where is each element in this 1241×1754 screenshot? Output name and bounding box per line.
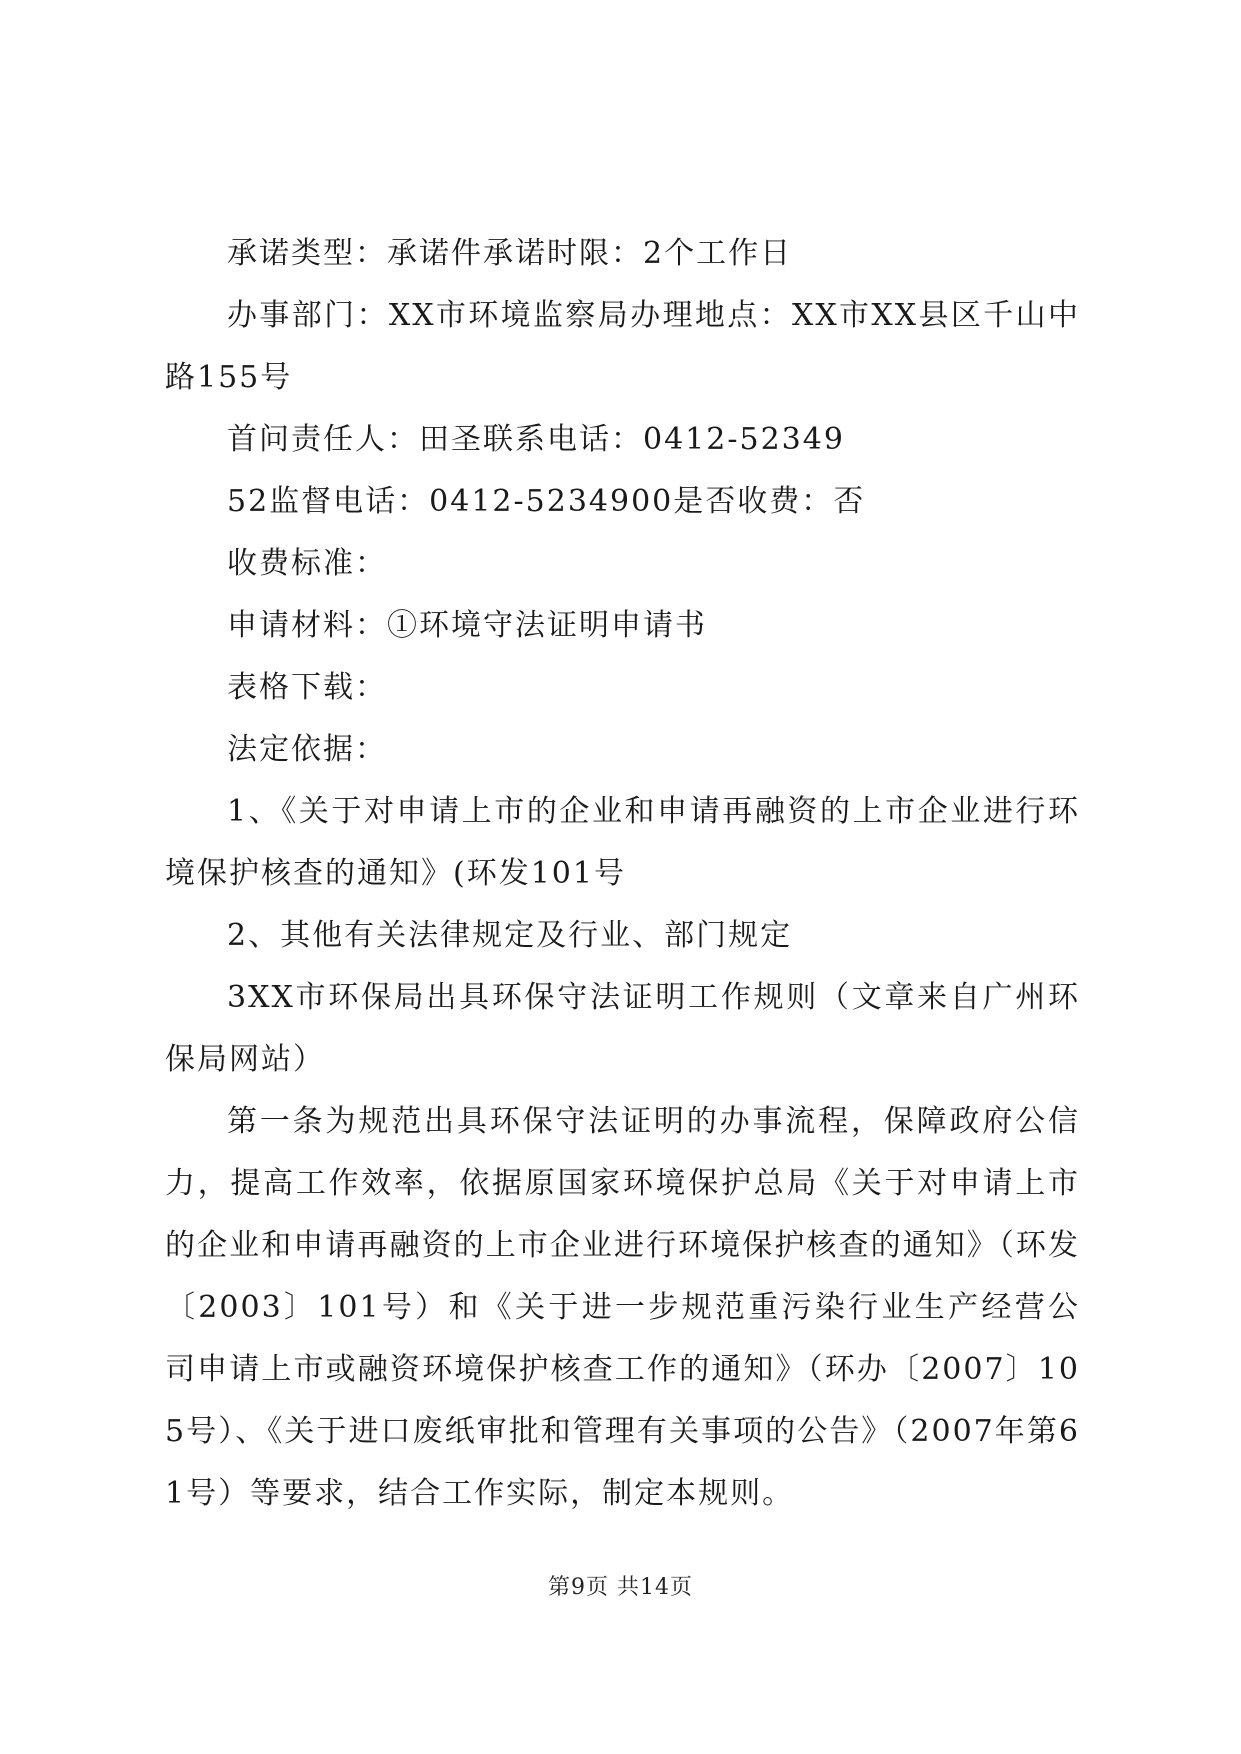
paragraph-form-download: 表格下载： (227, 670, 387, 705)
paragraph-legal-basis: 法定依据： (227, 732, 387, 767)
paragraph-responsible-contact: 首问责任人：田圣联系电话：0412-52349 (227, 422, 845, 457)
paragraph-commitment-type: 承诺类型：承诺件承诺时限：2个工作日 (227, 236, 793, 271)
paragraph-legal-basis-item-2: 2、其他有关法律规定及行业、部门规定 (227, 918, 793, 953)
paragraph-legal-basis-item-1: 1、《关于对申请上市的企业和申请再融资的上市企业进行环境保护核查的通知》(环发101号 (165, 794, 1080, 891)
paragraph-rules-title: 3XX市环保局出具环保守法证明工作规则（文章来自广州环保局网站） (165, 980, 1080, 1077)
paragraph-fee-standard: 收费标准： (227, 546, 387, 581)
paragraph-supervision-phone: 52监督电话：0412-5234900是否收费：否 (227, 484, 866, 519)
paragraph-article-1: 第一条为规范出具环保守法证明的办事流程，保障政府公信力，提高工作效率，依据原国家环境保护总局《关于对申请上市的企业和申请再融资的上市企业进行环境保护核查的通知》（环发〔2003〕101号）和《关于进一步规范重污染行业生产经营公司申请上市或融资环境保护核查工作的通知》（环办〔2007〕105号）、《关于进口废纸审批和管理有关事项的公告》（2007年第61号）等要求，结合工作实际，制定本规则。 (165, 1104, 1080, 1511)
paragraph-application-materials: 申请材料：①环境守法证明申请书 (227, 608, 707, 643)
paragraph-department-address: 办事部门：XX市环境监察局办理地点：XX市XX县区千山中路155号 (165, 298, 1080, 395)
document-body (165, 223, 1080, 1525)
page-number-footer: 第9页 共14页 (548, 1575, 693, 1600)
